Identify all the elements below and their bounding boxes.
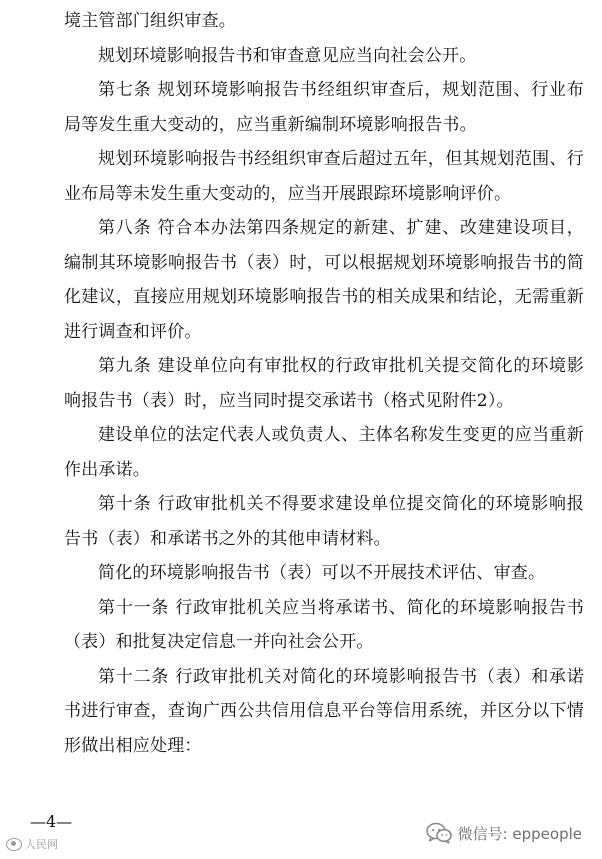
paragraph: 规划环境影响报告书经组织审查后超过五年，但其规划范围、行业布局等未发生重大变动的，应当开展跟踪环境影响评价。 [64, 149, 584, 204]
document-body [64, 4, 584, 763]
paragraph: 建设单位的法定代表人或负责人、主体名称发生变更的应当重新作出承诺。 [64, 425, 584, 480]
wechat-watermark [426, 822, 582, 844]
article-10: 第十条 行政审批机关不得要求建设单位提交简化的环境影响报告书（表）和承诺书之外的其他申请材料。 [64, 494, 584, 549]
page-number: —4— [30, 812, 73, 831]
article-9: 第九条 建设单位向有审批权的行政审批机关提交简化的环境影响报告书（表）时，应当同时提交承诺书（格式见附件2）。 [64, 356, 584, 411]
weibo-watermark-text: 人民网 [25, 838, 58, 851]
wechat-watermark-text: 微信号: eppeople [457, 824, 582, 843]
paragraph-continued: 境主管部门组织审查。 [64, 11, 236, 31]
article-8: 第八条 符合本办法第四条规定的新建、扩建、改建建设项目，编制其环境影响报告书（表）时，可以根据规划环境影响报告书的简化建议，直接应用规划环境影响报告书的相关成果和结论，无需重新进行调查和评价。 [64, 218, 584, 342]
wechat-logo-icon [426, 822, 452, 844]
weibo-logo-icon [6, 838, 22, 851]
weibo-watermark [6, 836, 58, 852]
article-7: 第七条 规划环境影响报告书经组织审查后，规划范围、行业布局等发生重大变动的，应当重新编制环境影响报告书。 [64, 80, 584, 135]
article-12: 第十二条 行政审批机关对简化的环境影响报告书（表）和承诺书进行审查，查询广西公共信用信息平台等信用系统，并区分以下情形做出相应处理： [64, 666, 584, 756]
paragraph: 简化的环境影响报告书（表）可以不开展技术评估、审查。 [98, 563, 546, 583]
article-11: 第十一条 行政审批机关应当将承诺书、简化的环境影响报告书（表）和批复决定信息一并向社会公开。 [64, 597, 584, 652]
paragraph: 规划环境影响报告书和审查意见应当向社会公开。 [98, 45, 477, 66]
